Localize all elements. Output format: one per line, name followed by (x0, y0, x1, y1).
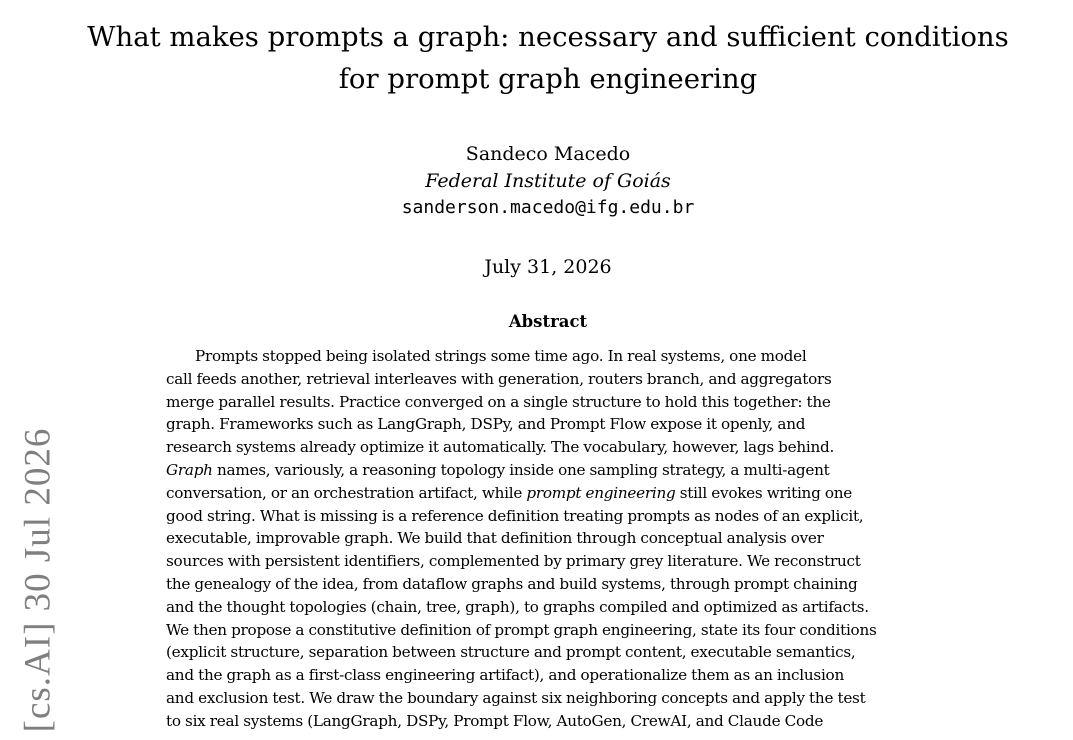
abstract-line-text: names, variously, a reasoning topology inside one sampling strategy, a multi-agent (212, 460, 830, 479)
paper-title-line: for prompt graph engineering (338, 63, 758, 95)
abstract-line: and the thought topologies (chain, tree, graph), to graphs compiled and optimized as artifacts. (166, 597, 869, 616)
abstract-body (166, 345, 930, 733)
abstract-line: and exclusion test. We draw the boundary against six neighboring concepts and apply the test (166, 688, 866, 707)
paper-date: July 31, 2026 (484, 256, 612, 278)
abstract-line: executable, improvable graph. We build that definition through conceptual analysis over (166, 529, 824, 548)
abstract-line: (explicit structure, separation between structure and prompt content, executable semantics, (166, 643, 856, 662)
abstract-line: merge parallel results. Practice converged on a single structure to hold this together: the (166, 392, 831, 411)
paper-title-line: What makes prompts a graph: necessary and sufficient conditions (87, 21, 1009, 53)
abstract-line: and the graph as a first-class engineering artifact), and operationalize them as an inclusion (166, 666, 844, 685)
emphasis-term-prompt-engineering: prompt engineering (526, 483, 676, 502)
abstract-line: Prompts stopped being isolated strings some time ago. In real systems, one model (195, 347, 807, 365)
abstract-line: graph. Frameworks such as LangGraph, DSPy, and Prompt Flow expose it openly, and (166, 415, 806, 434)
abstract-line: research systems already optimize it automatically. The vocabulary, however, lags behind. (166, 438, 835, 457)
abstract-heading: Abstract (508, 312, 588, 331)
abstract-line: to six real systems (LangGraph, DSPy, Prompt Flow, AutoGen, CrewAI, and Claude Code (166, 711, 824, 730)
author-affiliation: Federal Institute of Goiás (425, 170, 671, 192)
author-email: sanderson.macedo@ifg.edu.br (401, 197, 695, 218)
abstract-line-text: still evokes writing one (675, 483, 853, 502)
abstract-line: good string. What is missing is a reference definition treating prompts as nodes of an explicit, (166, 506, 864, 525)
paper-title (0, 16, 1073, 100)
abstract-line: We then propose a constitutive definition of prompt graph engineering, state its four conditions (166, 620, 877, 639)
abstract-line: call feeds another, retrieval interleaves with generation, routers branch, and aggregators (166, 369, 832, 388)
abstract-line: sources with persistent identifiers, complemented by primary grey literature. We reconstruct (166, 552, 861, 571)
abstract-line (166, 482, 930, 505)
author-name: Sandeco Macedo (465, 143, 631, 165)
abstract-line: the genealogy of the idea, from dataflow graphs and build systems, through prompt chaining (166, 574, 858, 593)
abstract-line (166, 459, 930, 482)
abstract-line-text: conversation, or an orchestration artifact, while (166, 483, 527, 502)
arxiv-identifier-stamp: [cs.AI] 30 Jul 2026 (17, 427, 59, 733)
emphasis-term-graph: Graph (166, 460, 213, 479)
